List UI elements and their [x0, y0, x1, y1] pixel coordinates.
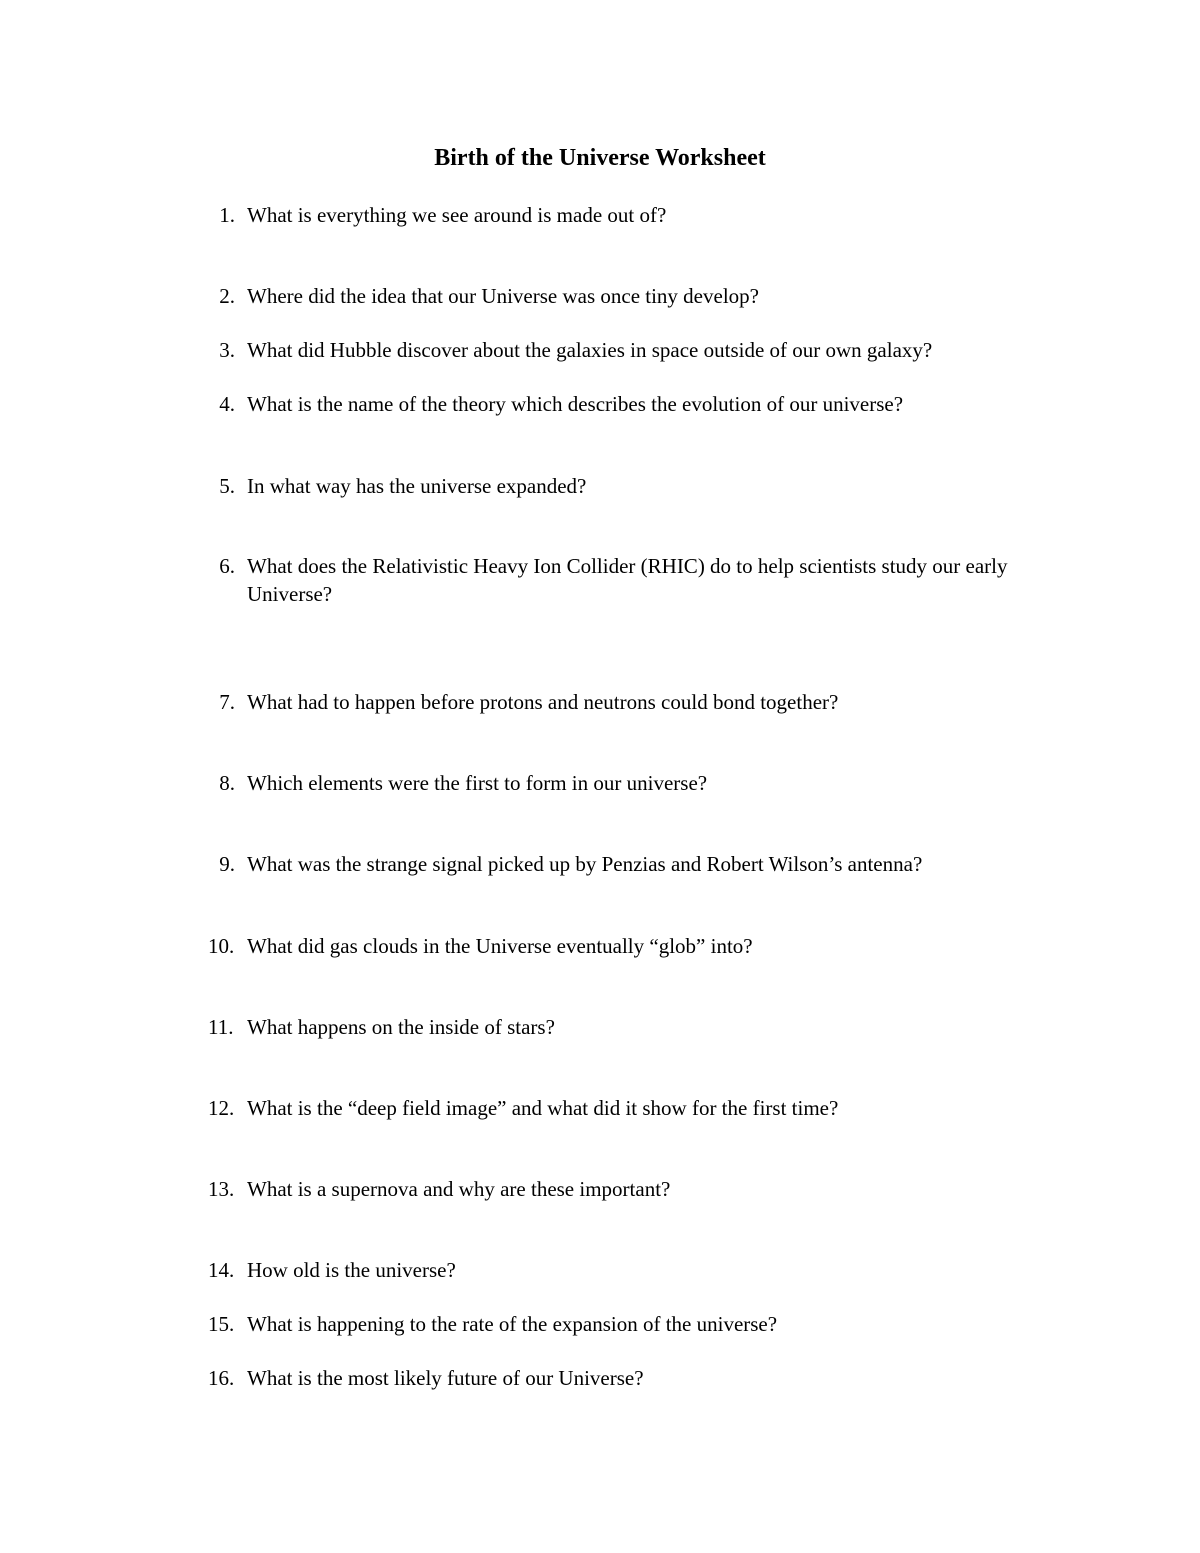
question-number: 7.	[219, 690, 235, 714]
question-text: What is a supernova and why are these important?	[247, 1177, 671, 1201]
question-text: Where did the idea that our Universe was once tiny develop?	[247, 284, 759, 308]
question-number: 15.	[208, 1312, 235, 1336]
question-3	[208, 336, 1028, 364]
question-12	[208, 1094, 1028, 1122]
question-text: What is everything we see around is made out of?	[247, 203, 667, 227]
question-number: 8.	[219, 771, 235, 795]
question-7	[208, 688, 1028, 716]
question-text: What happens on the inside of stars?	[247, 1015, 555, 1039]
question-number: 4.	[219, 392, 235, 416]
question-16	[208, 1364, 1028, 1392]
question-number: 9.	[219, 852, 235, 876]
question-text: What did Hubble discover about the galaxies in space outside of our own galaxy?	[247, 338, 933, 362]
question-number: 5.	[219, 474, 235, 498]
question-5	[208, 472, 1028, 500]
question-6	[208, 552, 1028, 608]
question-text: What was the strange signal picked up by Penzias and Robert Wilson’s antenna?	[247, 852, 923, 876]
question-text: What had to happen before protons and neutrons could bond together?	[247, 690, 839, 714]
question-1	[208, 201, 1028, 229]
question-number: 1.	[219, 203, 235, 227]
question-4	[208, 390, 1028, 418]
question-text: Which elements were the first to form in our universe?	[247, 771, 708, 795]
worksheet-title: Birth of the Universe Worksheet	[434, 145, 766, 171]
question-text: What is the most likely future of our Universe?	[247, 1366, 644, 1390]
question-number: 3.	[219, 338, 235, 362]
question-text: What does the Relativistic Heavy Ion Collider (RHIC) do to help scientists study our early Universe?	[247, 554, 1008, 606]
question-2	[208, 282, 1028, 310]
question-14	[208, 1256, 1028, 1284]
question-13	[208, 1175, 1028, 1203]
question-text: In what way has the universe expanded?	[247, 474, 587, 498]
question-9	[208, 850, 1028, 878]
question-15	[208, 1310, 1028, 1338]
question-number: 11.	[208, 1015, 234, 1039]
question-text: What did gas clouds in the Universe eventually “glob” into?	[247, 934, 753, 958]
question-text: What is happening to the rate of the expansion of the universe?	[247, 1312, 778, 1336]
question-number: 6.	[219, 554, 235, 578]
question-number: 13.	[208, 1177, 235, 1201]
question-11	[208, 1013, 1028, 1041]
question-8	[208, 769, 1028, 797]
question-number: 2.	[219, 284, 235, 308]
question-number: 10.	[208, 934, 235, 958]
question-text: What is the name of the theory which describes the evolution of our universe?	[247, 392, 904, 416]
question-10	[208, 932, 1028, 960]
question-number: 14.	[208, 1258, 235, 1282]
question-number: 12.	[208, 1096, 235, 1120]
question-number: 16.	[208, 1366, 235, 1390]
question-text: What is the “deep field image” and what did it show for the first time?	[247, 1096, 839, 1120]
question-text: How old is the universe?	[247, 1258, 456, 1282]
